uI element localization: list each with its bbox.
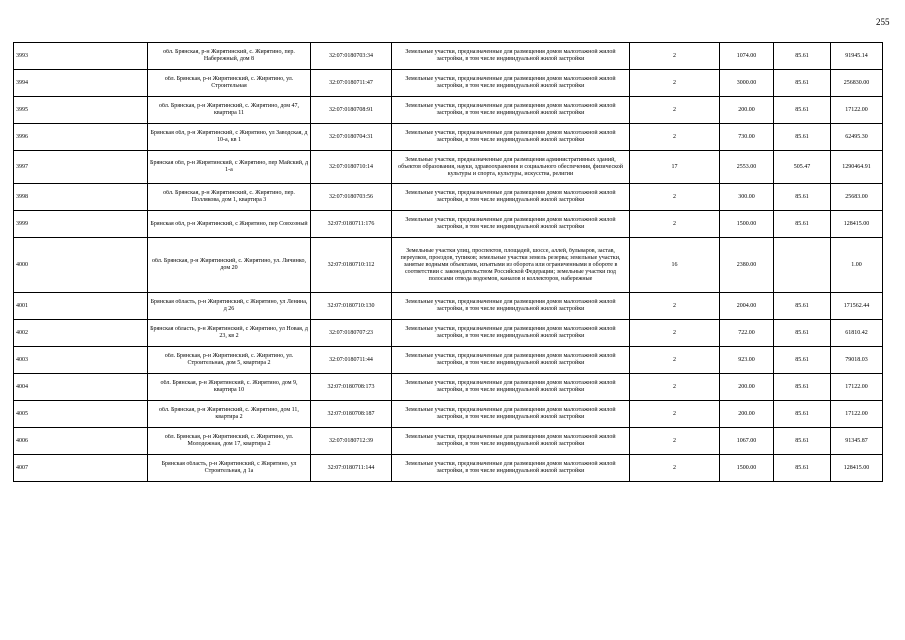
cadastral-number-cell-text: 32:07:0180703:34 (328, 52, 373, 59)
address-cell-text: обл. Брянская, р-н Жирятинский, с. Жирятино, пер. Набережный, дом 8 (163, 49, 295, 62)
use-group-cell-text: 2 (673, 52, 676, 59)
area-cell (720, 211, 774, 238)
permitted-use-cell-text: Земельные участки, предназначенные для размещения домов малоэтажной жилой застройки, в том числе индивидуальной жилой застройки (405, 217, 616, 230)
unit-value-cell-text: 505.47 (793, 163, 811, 170)
cadastral-number-cell-text: 32:07:0180707:23 (328, 329, 373, 336)
permitted-use-cell-text: Земельные участки, предназначенные для размещения административных зданий, объектов образования, науки, здравоохранения и социального обеспечения, физической культуры и спорта, культуры, искусства, религии (398, 156, 623, 177)
use-group-cell-text: 2 (673, 383, 676, 390)
table-row (14, 124, 883, 151)
cadastral-number-cell (311, 151, 392, 184)
use-group-cell-text: 2 (673, 437, 676, 444)
cadastral-number-cell-text: 32:07:0180710:14 (328, 163, 373, 170)
use-group-cell (630, 97, 720, 124)
cadastral-number-cell (311, 428, 392, 455)
address-cell-text: обл. Брянская, р-н Жирятинский, с. Жирятино, дом 47, квартира 11 (158, 103, 300, 116)
permitted-use-cell (392, 374, 630, 401)
address-cell-text: Брянская область, р-н Жирятинский, с Жирятино, ул Новая, д 23, кв 2 (150, 326, 308, 339)
use-group-cell-text: 2 (673, 79, 676, 86)
permitted-use-cell (392, 97, 630, 124)
use-group-cell (630, 43, 720, 70)
cadastral-value-cell (831, 238, 883, 293)
use-group-cell-text: 2 (673, 220, 676, 227)
address-cell-text: обл. Брянская, р-н Жирятинский, с. Жирятино, ул. Строительная, дом 5, квартира 2 (164, 353, 294, 366)
cadastral-value-cell-text: 91345.87 (845, 437, 868, 444)
area-cell-text: 200.00 (738, 383, 755, 390)
cadastral-number-cell (311, 238, 392, 293)
use-group-cell (630, 184, 720, 211)
unit-value-cell (774, 374, 831, 401)
address-cell-text: обл. Брянская, р-н Жирятинский, с. Жирятино, дом 9, квартира 10 (160, 380, 298, 393)
area-cell-text: 300.00 (738, 193, 755, 200)
address-cell-text: обл. Брянская, р-н Жирятинский, с. Жирятино, ул. Личинко, дом 20 (152, 258, 306, 271)
cadastral-value-cell-text: 62495.30 (845, 133, 868, 140)
address-cell (148, 238, 311, 293)
cadastral-value-cell (831, 401, 883, 428)
unit-value-cell (774, 151, 831, 184)
cadastral-number-cell (311, 347, 392, 374)
area-cell-text: 2004.00 (736, 302, 757, 309)
table-row (14, 70, 883, 97)
row-number (14, 401, 148, 428)
permitted-use-cell (392, 211, 630, 238)
table-row (14, 428, 883, 455)
address-cell (148, 184, 311, 211)
cadastral-number-cell (311, 374, 392, 401)
address-cell (148, 374, 311, 401)
use-group-cell-text: 2 (673, 302, 676, 309)
row-number (14, 320, 148, 347)
permitted-use-cell (392, 184, 630, 211)
permitted-use-cell-text: Земельные участки, предназначенные для размещения домов малоэтажной жилой застройки, в том числе индивидуальной жилой застройки (405, 461, 616, 474)
use-group-cell-text: 16 (671, 261, 678, 268)
table-row (14, 43, 883, 70)
land-register-table (13, 42, 883, 482)
row-number (14, 293, 148, 320)
table-row (14, 293, 883, 320)
register-body (14, 43, 883, 482)
cadastral-value-cell (831, 97, 883, 124)
cadastral-number-cell-text: 32:07:0180710:130 (327, 302, 375, 309)
row-number-text: 3993 (16, 52, 28, 59)
cadastral-number-cell (311, 124, 392, 151)
use-group-cell (630, 374, 720, 401)
unit-value-cell (774, 428, 831, 455)
cadastral-number-cell (311, 455, 392, 482)
permitted-use-cell (392, 151, 630, 184)
address-cell (148, 43, 311, 70)
use-group-cell-text: 2 (673, 356, 676, 363)
unit-value-cell (774, 97, 831, 124)
row-number-text: 4004 (16, 383, 28, 390)
use-group-cell-text: 2 (673, 329, 676, 336)
cadastral-value-cell (831, 293, 883, 320)
row-number-text: 3999 (16, 220, 28, 227)
permitted-use-cell-text: Земельные участки, предназначенные для размещения домов малоэтажной жилой застройки, в том числе индивидуальной жилой застройки (405, 380, 616, 393)
unit-value-cell-text: 85.61 (795, 356, 809, 363)
address-cell-text: обл. Брянская, р-н Жирятинский, с. Жирятино, дом 11, квартира 2 (159, 407, 299, 420)
permitted-use-cell (392, 428, 630, 455)
address-cell (148, 97, 311, 124)
table-row (14, 320, 883, 347)
cadastral-value-cell-text: 1.00 (851, 261, 862, 268)
area-cell (720, 455, 774, 482)
cadastral-number-cell (311, 43, 392, 70)
table-row (14, 97, 883, 124)
row-number (14, 428, 148, 455)
address-cell-text: обл. Брянская, р-н Жирятинский, с. Жирятино, ул. Строительная (164, 76, 294, 89)
permitted-use-cell-text: Земельные участки, предназначенные для размещения домов малоэтажной жилой застройки, в том числе индивидуальной жилой застройки (405, 434, 616, 447)
cadastral-value-cell-text: 1290464.91 (842, 163, 871, 170)
area-cell-text: 2553.00 (736, 163, 757, 170)
address-cell-text: Брянская обл, р-н Жирятинский, с Жирятино, пер Совхозный (150, 220, 308, 227)
cadastral-value-cell-text: 17122.00 (845, 410, 868, 417)
cadastral-number-cell-text: 32:07:0180711:47 (329, 79, 373, 86)
unit-value-cell (774, 43, 831, 70)
area-cell-text: 730.00 (738, 133, 755, 140)
permitted-use-cell-text: Земельные участки, предназначенные для размещения домов малоэтажной жилой застройки, в том числе индивидуальной жилой застройки (405, 326, 616, 339)
area-cell-text: 1500.00 (736, 220, 757, 227)
use-group-cell (630, 151, 720, 184)
use-group-cell (630, 70, 720, 97)
unit-value-cell-text: 85.61 (795, 464, 809, 471)
area-cell (720, 97, 774, 124)
use-group-cell-text: 2 (673, 410, 676, 417)
unit-value-cell (774, 124, 831, 151)
unit-value-cell (774, 347, 831, 374)
address-cell (148, 293, 311, 320)
area-cell-text: 923.00 (738, 356, 755, 363)
permitted-use-cell-text: Земельные участки, предназначенные для размещения домов малоэтажной жилой застройки, в том числе индивидуальной жилой застройки (405, 103, 616, 116)
area-cell-text: 3000.00 (736, 79, 757, 86)
cadastral-number-cell (311, 70, 392, 97)
address-cell (148, 70, 311, 97)
cadastral-value-cell (831, 184, 883, 211)
use-group-cell-text: 2 (673, 464, 676, 471)
cadastral-number-cell-text: 32:07:0180704:31 (328, 133, 373, 140)
table-row (14, 151, 883, 184)
cadastral-value-cell-text: 128415.00 (843, 464, 870, 471)
area-cell (720, 124, 774, 151)
permitted-use-cell-text: Земельные участки, предназначенные для размещения домов малоэтажной жилой застройки, в том числе индивидуальной жилой застройки (405, 76, 616, 89)
permitted-use-cell (392, 43, 630, 70)
unit-value-cell-text: 85.61 (795, 410, 809, 417)
cadastral-number-cell (311, 401, 392, 428)
address-cell (148, 211, 311, 238)
cadastral-value-cell (831, 43, 883, 70)
table-row (14, 238, 883, 293)
area-cell (720, 401, 774, 428)
unit-value-cell-text: 85.61 (795, 52, 809, 59)
row-number-text: 3997 (16, 163, 28, 170)
cadastral-number-cell (311, 184, 392, 211)
cadastral-value-cell-text: 128415.00 (843, 220, 870, 227)
cadastral-number-cell (311, 211, 392, 238)
area-cell (720, 320, 774, 347)
table-row (14, 401, 883, 428)
area-cell (720, 374, 774, 401)
unit-value-cell (774, 211, 831, 238)
area-cell (720, 151, 774, 184)
permitted-use-cell-text: Земельные участки, предназначенные для размещения домов малоэтажной жилой застройки, в том числе индивидуальной жилой застройки (405, 299, 616, 312)
unit-value-cell-text: 85.61 (795, 220, 809, 227)
unit-value-cell-text: 85.61 (795, 302, 809, 309)
address-cell-text: Брянская обл, р-н Жирятинский, с Жирятино, ул Заводская, д 10-а, кв 1 (150, 130, 308, 143)
cadastral-value-cell-text: 171562.44 (843, 302, 870, 309)
cadastral-value-cell (831, 151, 883, 184)
area-cell-text: 722.00 (738, 329, 755, 336)
permitted-use-cell-text: Земельные участки, предназначенные для размещения домов малоэтажной жилой застройки, в том числе индивидуальной жилой застройки (405, 407, 616, 420)
address-cell (148, 455, 311, 482)
area-cell-text: 1500.00 (736, 464, 757, 471)
area-cell (720, 293, 774, 320)
unit-value-cell (774, 238, 831, 293)
cadastral-number-cell (311, 320, 392, 347)
permitted-use-cell-text: Земельные участки, предназначенные для размещения домов малоэтажной жилой застройки, в том числе индивидуальной жилой застройки (405, 353, 616, 366)
cadastral-value-cell-text: 91945.14 (845, 52, 868, 59)
use-group-cell-text: 2 (673, 106, 676, 113)
use-group-cell-text: 2 (673, 133, 676, 140)
cadastral-value-cell (831, 320, 883, 347)
row-number-text: 4006 (16, 437, 28, 444)
table-row (14, 211, 883, 238)
cadastral-value-cell-text: 61810.42 (845, 329, 868, 336)
area-cell-text: 200.00 (738, 410, 755, 417)
area-cell (720, 347, 774, 374)
table-row (14, 184, 883, 211)
cadastral-value-cell (831, 455, 883, 482)
row-number-text: 4001 (16, 302, 28, 309)
row-number (14, 374, 148, 401)
unit-value-cell (774, 320, 831, 347)
unit-value-cell-text: 85.61 (795, 79, 809, 86)
cadastral-number-cell-text: 32:07:0180708:187 (327, 410, 375, 417)
row-number (14, 43, 148, 70)
unit-value-cell-text: 85.61 (795, 437, 809, 444)
unit-value-cell (774, 401, 831, 428)
area-cell (720, 70, 774, 97)
area-cell-text: 1074.00 (736, 52, 757, 59)
row-number (14, 151, 148, 184)
permitted-use-cell (392, 401, 630, 428)
address-cell-text: обл. Брянская, р-н Жирятинский, с. Жирятино, ул. Молодежная, дом 17, квартира 2 (164, 434, 294, 447)
row-number-text: 3998 (16, 193, 28, 200)
address-cell (148, 428, 311, 455)
cadastral-number-cell (311, 97, 392, 124)
row-number (14, 455, 148, 482)
area-cell (720, 428, 774, 455)
area-cell-text: 2380.00 (736, 261, 757, 268)
row-number (14, 211, 148, 238)
cadastral-number-cell-text: 32:07:0180708:91 (328, 106, 373, 113)
row-number (14, 124, 148, 151)
use-group-cell-text: 17 (671, 163, 678, 170)
cadastral-value-cell-text: 256830.00 (843, 79, 870, 86)
use-group-cell (630, 428, 720, 455)
cadastral-number-cell-text: 32:07:0180703:56 (328, 193, 373, 200)
cadastral-value-cell (831, 374, 883, 401)
permitted-use-cell-text: Земельные участки, предназначенные для размещения домов малоэтажной жилой застройки, в том числе индивидуальной жилой застройки (405, 190, 616, 203)
cadastral-number-cell (311, 293, 392, 320)
cadastral-value-cell-text: 17122.00 (845, 106, 868, 113)
address-cell (148, 124, 311, 151)
row-number-text: 3996 (16, 133, 28, 140)
unit-value-cell (774, 184, 831, 211)
use-group-cell (630, 347, 720, 374)
area-cell (720, 184, 774, 211)
row-number-text: 4000 (16, 261, 28, 268)
address-cell (148, 320, 311, 347)
unit-value-cell-text: 85.61 (795, 329, 809, 336)
use-group-cell (630, 293, 720, 320)
unit-value-cell (774, 70, 831, 97)
unit-value-cell-text: 85.61 (795, 106, 809, 113)
address-cell-text: обл. Брянская, р-н Жирятинский, с. Жирятино, пер. Поллякова, дом 1, квартира 3 (163, 190, 295, 203)
permitted-use-cell (392, 347, 630, 374)
permitted-use-cell-text: Земельные участки улиц, проспектов, площадей, шоссе, аллей, бульваров, застав, переулков, проездов, тупиков; земельные участки земель резерва; земельные участки, занятые водными объектами, изъятыми из оборота или ограниченными в обороте в соответствии с законодательством Российской Федерации; земельные участки под полосами отвода водоемов, каналов и коллекторов, набережные (400, 247, 621, 282)
address-cell-text: Брянская область, р-н Жирятинский, с Жирятино, ул Строительная, д 1а (161, 461, 297, 474)
use-group-cell (630, 320, 720, 347)
address-cell (148, 401, 311, 428)
cadastral-value-cell (831, 211, 883, 238)
unit-value-cell-text: 85.61 (795, 133, 809, 140)
permitted-use-cell-text: Земельные участки, предназначенные для размещения домов малоэтажной жилой застройки, в том числе индивидуальной жилой застройки (405, 130, 616, 143)
use-group-cell (630, 211, 720, 238)
cadastral-value-cell-text: 79018.03 (845, 356, 868, 363)
use-group-cell (630, 124, 720, 151)
table-row (14, 374, 883, 401)
cadastral-value-cell (831, 124, 883, 151)
row-number (14, 238, 148, 293)
table-row (14, 455, 883, 482)
cadastral-value-cell-text: 25683.00 (845, 193, 868, 200)
address-cell-text: Брянская обл, р-н Жирятинский, с Жирятино, пер Майский, д 1-а (150, 160, 308, 173)
address-cell (148, 151, 311, 184)
row-number (14, 184, 148, 211)
permitted-use-cell (392, 70, 630, 97)
page-number: 255 (876, 17, 890, 27)
unit-value-cell-text: 85.61 (795, 383, 809, 390)
address-cell (148, 347, 311, 374)
permitted-use-cell (392, 124, 630, 151)
area-cell-text: 1067.00 (736, 437, 757, 444)
cadastral-number-cell-text: 32:07:0180712:39 (328, 437, 373, 444)
area-cell (720, 43, 774, 70)
row-number (14, 347, 148, 374)
permitted-use-cell (392, 238, 630, 293)
unit-value-cell (774, 455, 831, 482)
cadastral-value-cell (831, 428, 883, 455)
cadastral-number-cell-text: 32:07:0180710:112 (327, 261, 375, 268)
row-number (14, 70, 148, 97)
use-group-cell-text: 2 (673, 193, 676, 200)
use-group-cell (630, 238, 720, 293)
permitted-use-cell (392, 293, 630, 320)
cadastral-value-cell (831, 347, 883, 374)
row-number-text: 3994 (16, 79, 28, 86)
row-number-text: 4003 (16, 356, 28, 363)
row-number (14, 97, 148, 124)
table-row (14, 347, 883, 374)
unit-value-cell-text: 85.61 (795, 193, 809, 200)
area-cell-text: 200.00 (738, 106, 755, 113)
area-cell (720, 238, 774, 293)
permitted-use-cell (392, 455, 630, 482)
cadastral-number-cell-text: 32:07:0180711:144 (327, 464, 375, 471)
use-group-cell (630, 401, 720, 428)
unit-value-cell (774, 293, 831, 320)
cadastral-number-cell-text: 32:07:0180708:173 (327, 383, 375, 390)
row-number-text: 4007 (16, 464, 28, 471)
row-number-text: 4002 (16, 329, 28, 336)
permitted-use-cell (392, 320, 630, 347)
cadastral-value-cell-text: 17122.00 (845, 383, 868, 390)
row-number-text: 3995 (16, 106, 28, 113)
cadastral-number-cell-text: 32:07:0180711:176 (327, 220, 375, 227)
cadastral-value-cell (831, 70, 883, 97)
address-cell-text: Брянская область, р-н Жирятинский, с Жирятино, ул Ленина, д 26 (150, 299, 308, 312)
use-group-cell (630, 455, 720, 482)
row-number-text: 4005 (16, 410, 28, 417)
permitted-use-cell-text: Земельные участки, предназначенные для размещения домов малоэтажной жилой застройки, в том числе индивидуальной жилой застройки (405, 49, 616, 62)
cadastral-number-cell-text: 32:07:0180711:44 (329, 356, 373, 363)
